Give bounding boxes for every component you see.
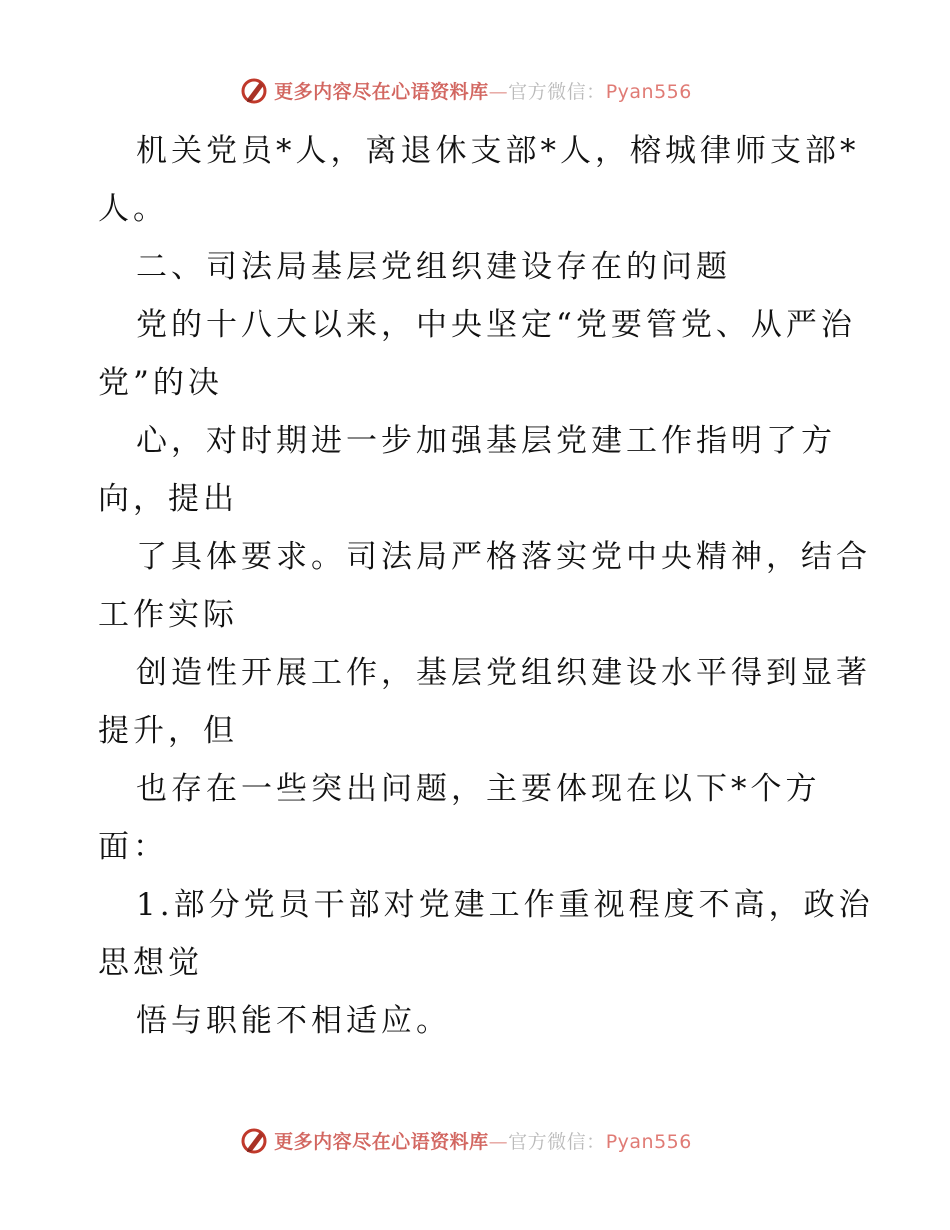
watermark-wechat-id: Pyan556 [605,1130,692,1153]
watermark-dash: — [488,80,509,103]
text-line: 面： [98,829,168,865]
watermark-wechat-label: 官方微信： [508,1130,606,1153]
footer-watermark [0,1120,950,1160]
document-body [98,122,874,1050]
text-line: 创造性开展工作，基层党组织建设水平得到显著 [136,655,871,691]
list-item: 1.部分党员干部对党建工作重视程度不高，政治 [136,887,874,923]
text-line: 向，提出 [98,481,238,517]
watermark-text [274,77,692,104]
watermark-wechat-id: Pyan556 [605,80,692,103]
text-line: 机关党员*人，离退休支部*人，榕城律师支部* [136,133,860,169]
watermark-dash: — [488,1130,509,1153]
watermark-brand: 更多内容尽在心语资料库 [274,80,489,103]
text-line: 思想觉 [98,945,203,981]
header-watermark [0,70,950,110]
text-line: 也存在一些突出问题，主要体现在以下*个方 [136,771,821,807]
section-heading: 二、司法局基层党组织建设存在的问题 [136,249,731,285]
watermark-wechat-label: 官方微信： [508,80,606,103]
pen-logo-icon [238,1124,270,1156]
text-line: 悟与职能不相适应。 [136,1003,451,1039]
watermark-group [238,1124,692,1156]
text-line: 党的十八大以来，中央坚定“党要管党、从严治 [136,307,856,343]
text-line: 心，对时期进一步加强基层党建工作指明了方 [136,423,836,459]
text-line: 人。 [98,191,168,227]
watermark-text [274,1127,692,1154]
text-line: 了具体要求。司法局严格落实党中央精神，结合 [136,539,871,575]
watermark-brand: 更多内容尽在心语资料库 [274,1130,489,1153]
watermark-group [238,74,692,106]
text-line: 党”的决 [98,365,223,401]
pen-logo-icon [238,74,270,106]
text-line: 工作实际 [98,597,238,633]
text-line: 提升，但 [98,713,238,749]
